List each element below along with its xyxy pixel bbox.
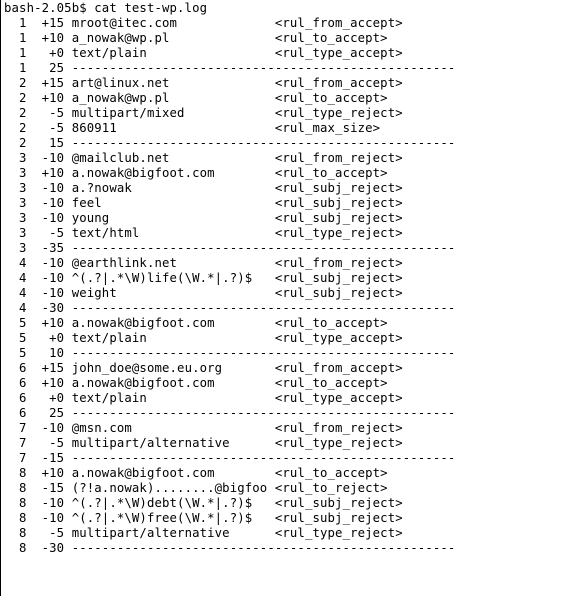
rule-score: +15 bbox=[34, 16, 72, 30]
log-line bbox=[0, 286, 566, 301]
group-number: 1 bbox=[4, 31, 35, 45]
rule-name: <rul_type_accept> bbox=[274, 46, 403, 60]
matched-value: @msn.com bbox=[71, 421, 275, 435]
rule-name: <rul_subj_reject> bbox=[274, 286, 403, 300]
group-number: 3 bbox=[4, 151, 35, 165]
log-line bbox=[0, 91, 566, 106]
rule-name: <rul_to_accept> bbox=[274, 91, 388, 105]
rule-score: +0 bbox=[34, 391, 72, 405]
group-total-score: 15 bbox=[34, 136, 72, 150]
group-number: 1 bbox=[4, 46, 35, 60]
matched-value: john_doe@some.eu.org bbox=[71, 361, 275, 375]
matched-value: @mailclub.net bbox=[71, 151, 275, 165]
group-total-score: 10 bbox=[34, 346, 72, 360]
group-number: 7 bbox=[4, 451, 35, 465]
rule-name: <rul_from_accept> bbox=[274, 361, 403, 375]
rule-score: -15 bbox=[34, 481, 72, 495]
rule-name: <rul_to_accept> bbox=[274, 466, 388, 480]
log-line bbox=[0, 211, 566, 226]
log-line bbox=[0, 481, 566, 496]
group-total-score: -35 bbox=[34, 241, 72, 255]
rule-score: -5 bbox=[34, 526, 72, 540]
rule-name: <rul_subj_reject> bbox=[274, 211, 403, 225]
rule-name: <rul_type_reject> bbox=[274, 526, 403, 540]
rule-score: -10 bbox=[34, 196, 72, 210]
rule-name: <rul_from_accept> bbox=[274, 76, 403, 90]
matched-value: text/plain bbox=[71, 331, 275, 345]
rule-score: +10 bbox=[34, 91, 72, 105]
rule-name: <rul_from_reject> bbox=[274, 421, 403, 435]
rule-score: -10 bbox=[34, 286, 72, 300]
matched-value: a.?nowak bbox=[71, 181, 275, 195]
rule-score: -5 bbox=[34, 436, 72, 450]
score-total-line bbox=[0, 241, 566, 256]
rule-name: <rul_type_accept> bbox=[274, 331, 403, 345]
log-line bbox=[0, 16, 566, 31]
rule-name: <rul_subj_reject> bbox=[274, 271, 403, 285]
group-number: 1 bbox=[4, 16, 35, 30]
group-number: 6 bbox=[4, 391, 35, 405]
rule-name: <rul_subj_reject> bbox=[274, 196, 403, 210]
group-number: 4 bbox=[4, 286, 35, 300]
log-line bbox=[0, 256, 566, 271]
separator-line: --------------------------------------------------- bbox=[71, 346, 456, 360]
separator-line: --------------------------------------------------- bbox=[71, 241, 456, 255]
group-number: 4 bbox=[4, 301, 35, 315]
rule-score: +10 bbox=[34, 376, 72, 390]
separator-line: --------------------------------------------------- bbox=[71, 301, 456, 315]
group-number: 2 bbox=[4, 91, 35, 105]
matched-value: young bbox=[71, 211, 275, 225]
rule-name: <rul_subj_reject> bbox=[274, 511, 403, 525]
matched-value: ^(.?|.*\W)free(\W.*|.?)$ bbox=[71, 511, 275, 525]
rule-score: -10 bbox=[34, 511, 72, 525]
matched-value: a.nowak@bigfoot.com bbox=[71, 166, 275, 180]
group-total-score: -30 bbox=[34, 541, 72, 555]
rule-score: +10 bbox=[34, 166, 72, 180]
score-total-line bbox=[0, 136, 566, 151]
rule-name: <rul_from_accept> bbox=[274, 16, 403, 30]
score-total-line bbox=[0, 61, 566, 76]
group-number: 5 bbox=[4, 331, 35, 345]
separator-line: --------------------------------------------------- bbox=[71, 136, 456, 150]
window-left-border bbox=[0, 0, 1, 596]
group-number: 4 bbox=[4, 256, 35, 270]
rule-score: +0 bbox=[34, 331, 72, 345]
group-number: 8 bbox=[4, 496, 35, 510]
matched-value: ^(.?|.*\W)debt(\W.*|.?)$ bbox=[71, 496, 275, 510]
rule-score: -10 bbox=[34, 271, 72, 285]
rule-name: <rul_to_reject> bbox=[274, 481, 388, 495]
rule-name: <rul_to_accept> bbox=[274, 316, 388, 330]
rule-score: +10 bbox=[34, 466, 72, 480]
rule-score: -10 bbox=[34, 211, 72, 225]
log-line bbox=[0, 166, 566, 181]
matched-value: text/plain bbox=[71, 46, 275, 60]
group-total-score: -15 bbox=[34, 451, 72, 465]
group-number: 3 bbox=[4, 226, 35, 240]
rule-score: -5 bbox=[34, 121, 72, 135]
rule-name: <rul_to_accept> bbox=[274, 31, 388, 45]
log-line bbox=[0, 106, 566, 121]
group-number: 2 bbox=[4, 106, 35, 120]
group-number: 8 bbox=[4, 466, 35, 480]
rule-name: <rul_from_reject> bbox=[274, 151, 403, 165]
command-text: cat test-wp.log bbox=[94, 1, 208, 15]
group-total-score: 25 bbox=[34, 61, 72, 75]
group-number: 7 bbox=[4, 436, 35, 450]
rule-score: -10 bbox=[34, 421, 72, 435]
matched-value: (?!a.nowak)........@bigfoo bbox=[71, 481, 275, 495]
group-number: 7 bbox=[4, 421, 35, 435]
rule-score: +10 bbox=[34, 316, 72, 330]
matched-value: multipart/alternative bbox=[71, 526, 275, 540]
log-line bbox=[0, 496, 566, 511]
matched-value: weight bbox=[71, 286, 275, 300]
group-number: 2 bbox=[4, 121, 35, 135]
matched-value: a_nowak@wp.pl bbox=[71, 91, 275, 105]
command-line bbox=[0, 1, 566, 16]
group-number: 1 bbox=[4, 61, 35, 75]
rule-score: -10 bbox=[34, 496, 72, 510]
group-number: 6 bbox=[4, 376, 35, 390]
separator-line: --------------------------------------------------- bbox=[71, 451, 456, 465]
rule-score: -10 bbox=[34, 256, 72, 270]
log-line bbox=[0, 421, 566, 436]
matched-value: text/plain bbox=[71, 391, 275, 405]
log-line bbox=[0, 181, 566, 196]
matched-value: a.nowak@bigfoot.com bbox=[71, 466, 275, 480]
log-line bbox=[0, 121, 566, 136]
log-line bbox=[0, 76, 566, 91]
log-line bbox=[0, 436, 566, 451]
group-number: 8 bbox=[4, 526, 35, 540]
log-line bbox=[0, 151, 566, 166]
rule-score: +10 bbox=[34, 31, 72, 45]
score-total-line bbox=[0, 406, 566, 421]
matched-value: a.nowak@bigfoot.com bbox=[71, 376, 275, 390]
score-total-line bbox=[0, 301, 566, 316]
log-line bbox=[0, 376, 566, 391]
score-total-line bbox=[0, 541, 566, 556]
group-number: 3 bbox=[4, 196, 35, 210]
log-line bbox=[0, 466, 566, 481]
matched-value: multipart/alternative bbox=[71, 436, 275, 450]
separator-line: --------------------------------------------------- bbox=[71, 61, 456, 75]
rule-name: <rul_type_reject> bbox=[274, 226, 403, 240]
rule-name: <rul_type_reject> bbox=[274, 436, 403, 450]
matched-value: text/html bbox=[71, 226, 275, 240]
matched-value: ^(.?|.*\W)life(\W.*|.?)$ bbox=[71, 271, 275, 285]
shell-prompt: bash-2.05b$ bbox=[4, 1, 95, 15]
rule-name: <rul_type_accept> bbox=[274, 391, 403, 405]
group-number: 8 bbox=[4, 481, 35, 495]
rule-name: <rul_to_accept> bbox=[274, 376, 388, 390]
matched-value: 860911 bbox=[71, 121, 275, 135]
log-line bbox=[0, 316, 566, 331]
log-line bbox=[0, 361, 566, 376]
group-number: 8 bbox=[4, 541, 35, 555]
group-number: 6 bbox=[4, 406, 35, 420]
group-number: 2 bbox=[4, 76, 35, 90]
matched-value: a_nowak@wp.pl bbox=[71, 31, 275, 45]
rule-score: -5 bbox=[34, 106, 72, 120]
group-number: 6 bbox=[4, 361, 35, 375]
log-line bbox=[0, 226, 566, 241]
log-line bbox=[0, 331, 566, 346]
log-line bbox=[0, 31, 566, 46]
rule-score: +15 bbox=[34, 361, 72, 375]
log-line bbox=[0, 511, 566, 526]
rule-score: +0 bbox=[34, 46, 72, 60]
score-total-line bbox=[0, 451, 566, 466]
rule-score: -5 bbox=[34, 226, 72, 240]
rule-name: <rul_max_size> bbox=[274, 121, 381, 135]
group-number: 2 bbox=[4, 136, 35, 150]
matched-value: a.nowak@bigfoot.com bbox=[71, 316, 275, 330]
separator-line: --------------------------------------------------- bbox=[71, 406, 456, 420]
group-number: 3 bbox=[4, 241, 35, 255]
matched-value: art@linux.net bbox=[71, 76, 275, 90]
matched-value: @earthlink.net bbox=[71, 256, 275, 270]
log-line bbox=[0, 46, 566, 61]
rule-name: <rul_from_reject> bbox=[274, 256, 403, 270]
rule-name: <rul_subj_reject> bbox=[274, 181, 403, 195]
score-total-line bbox=[0, 346, 566, 361]
log-line bbox=[0, 271, 566, 286]
log-line bbox=[0, 526, 566, 541]
group-total-score: -30 bbox=[34, 301, 72, 315]
log-line bbox=[0, 196, 566, 211]
group-number: 4 bbox=[4, 271, 35, 285]
rule-score: -10 bbox=[34, 181, 72, 195]
rule-name: <rul_to_accept> bbox=[274, 166, 388, 180]
command-output bbox=[0, 16, 566, 556]
rule-score: -10 bbox=[34, 151, 72, 165]
matched-value: feel bbox=[71, 196, 275, 210]
group-number: 5 bbox=[4, 346, 35, 360]
matched-value: multipart/mixed bbox=[71, 106, 275, 120]
separator-line: --------------------------------------------------- bbox=[71, 541, 456, 555]
group-total-score: 25 bbox=[34, 406, 72, 420]
group-number: 3 bbox=[4, 181, 35, 195]
log-line bbox=[0, 391, 566, 406]
rule-score: +15 bbox=[34, 76, 72, 90]
rule-name: <rul_type_reject> bbox=[274, 106, 403, 120]
group-number: 8 bbox=[4, 511, 35, 525]
matched-value: mroot@itec.com bbox=[71, 16, 275, 30]
group-number: 5 bbox=[4, 316, 35, 330]
rule-name: <rul_subj_reject> bbox=[274, 496, 403, 510]
group-number: 3 bbox=[4, 211, 35, 225]
group-number: 3 bbox=[4, 166, 35, 180]
